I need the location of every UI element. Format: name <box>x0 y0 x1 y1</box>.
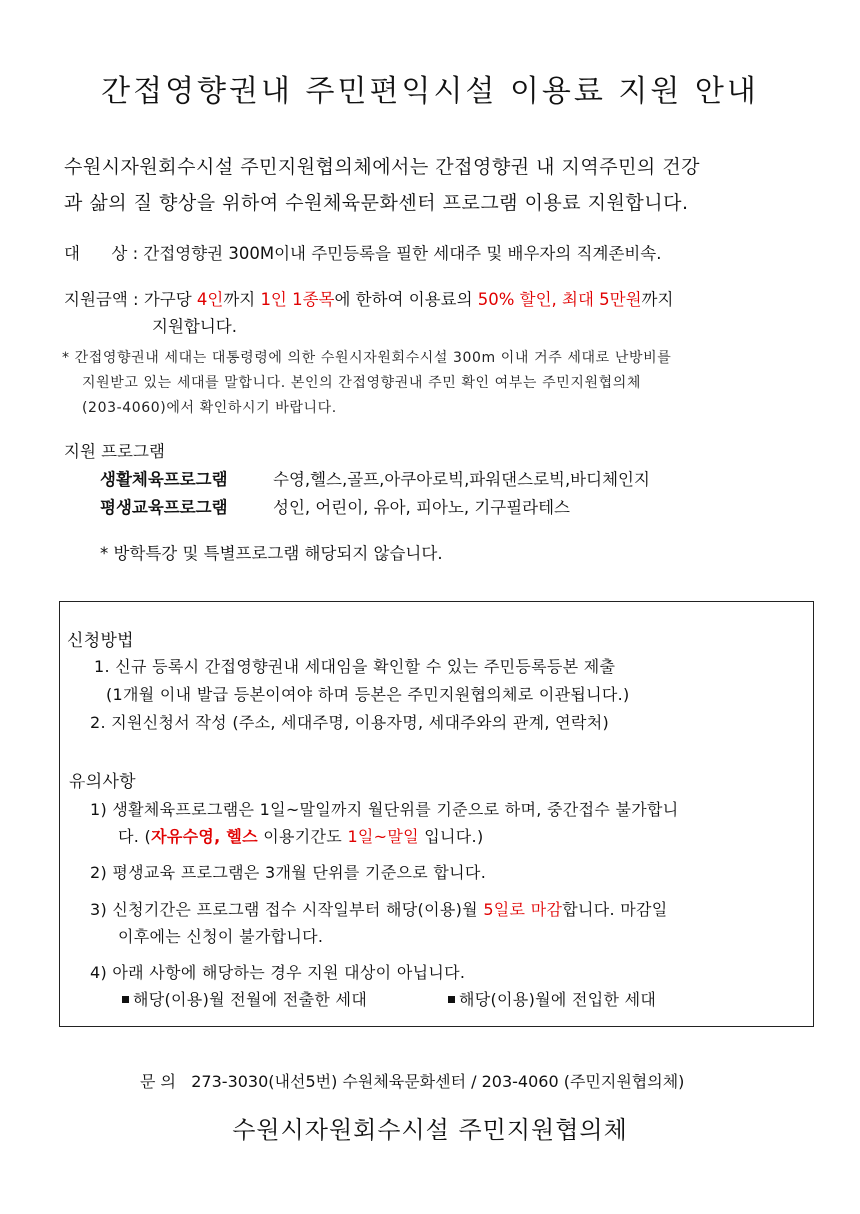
caution-2: 2) 평생교육 프로그램은 3개월 단위를 기준으로 합니다. <box>90 863 487 882</box>
square-bullet-icon <box>122 996 129 1003</box>
caution-4-item-1 <box>122 987 367 1010</box>
caution-1-highlight-facilities: 자유수영, 헬스 <box>151 827 258 846</box>
page-title: 간접영향권내 주민편익시설 이용료 지원 안내 <box>101 74 759 109</box>
amount-text-2: 까지 <box>223 290 261 309</box>
caution-1-line-2 <box>118 824 484 847</box>
apply-step-2: 2. 지원신청서 작성 (주소, 세대주명, 이용자명, 세대주와의 관계, 연락처) <box>90 713 609 732</box>
caution-heading: 유의사항 <box>69 772 136 792</box>
organization-name: 수원시자원회수시설 주민지원협의체 <box>232 1116 628 1144</box>
caution-4-item-2-text: 해당(이용)월에 전입한 세대 <box>459 990 657 1009</box>
note-line-3: (203-4060)에서 확인하시기 바랍니다. <box>82 400 337 416</box>
caution-4: 4) 아래 사항에 해당하는 경우 지원 대상이 아닙니다. <box>90 963 466 982</box>
note-line-1: * 간접영향권내 세대는 대통령령에 의한 수원시자원회수시설 300m 이내 거주 세대로 난방비를 <box>62 350 672 366</box>
square-bullet-icon <box>448 996 455 1003</box>
amount-highlight-program: 1인 1종목 <box>260 290 335 309</box>
caution-3-text-a: 3) 신청기간은 프로그램 접수 시작일부터 해당(이용)월 <box>90 900 484 919</box>
caution-1-text-a: 다. ( <box>118 827 152 846</box>
amount-text-1: 가구당 <box>143 290 197 309</box>
programs-heading: 지원 프로그램 <box>64 442 165 461</box>
apply-heading: 신청방법 <box>67 631 134 651</box>
info-box <box>59 601 814 1027</box>
target-label: 대 상 : <box>64 244 139 263</box>
caution-3-line-1 <box>90 897 668 920</box>
amount-row <box>64 286 673 310</box>
programs-note: * 방학특강 및 특별프로그램 해당되지 않습니다. <box>100 544 443 563</box>
contact-info: 문 의 273-3030(내선5번) 수원체육문화센터 / 203-4060 (주민지원협의체) <box>140 1072 685 1091</box>
caution-1-text-b: 이용기간도 <box>257 827 348 846</box>
amount-highlight-persons: 4인 <box>196 290 224 309</box>
amount-highlight-discount: 50% 할인, 최대 5만원 <box>477 290 642 309</box>
amount-label: 지원금액 : <box>64 290 139 309</box>
caution-4-item-1-text: 해당(이용)월 전월에 전출한 세대 <box>133 990 368 1009</box>
amount-text-4: 까지 <box>641 290 674 309</box>
target-text: 간접영향권 300M이내 주민등록을 필한 세대주 및 배우자의 직계존비속. <box>143 244 662 263</box>
intro-line-2: 과 삶의 질 향상을 위하여 수원체육문화센터 프로그램 이용료 지원합니다. <box>64 192 689 214</box>
amount-line-2: 지원합니다. <box>152 317 237 336</box>
target-row <box>64 240 661 264</box>
note-line-2: 지원받고 있는 세대를 말합니다. 본인의 간접영향권내 주민 확인 여부는 주민지원협의체 <box>82 375 641 391</box>
caution-3-line-2: 이후에는 신청이 불가합니다. <box>118 927 324 946</box>
amount-text-3: 에 한하여 이용료의 <box>334 290 478 309</box>
caution-1-highlight-period: 1일~말일 <box>347 827 419 846</box>
caution-3-text-b: 합니다. 마감일 <box>562 900 668 919</box>
apply-step-1: 1. 신규 등록시 간접영향권내 세대임을 확인할 수 있는 주민등록등본 제출 <box>94 657 616 676</box>
program-name-education: 평생교육프로그램 <box>100 498 228 517</box>
program-desc-sports: 수영,헬스,골프,아쿠아로빅,파워댄스로빅,바디체인지 <box>273 470 650 489</box>
caution-1-text-c: 입니다.) <box>418 827 484 846</box>
caution-1-line-1: 1) 생활체육프로그램은 1일~말일까지 월단위를 기준으로 하며, 중간접수 불가합니 <box>90 800 679 819</box>
caution-4-item-2 <box>448 987 656 1010</box>
caution-3-highlight-deadline: 5일로 마감 <box>483 900 563 919</box>
program-desc-education: 성인, 어린이, 유아, 피아노, 기구필라테스 <box>273 498 570 517</box>
program-name-sports: 생활체육프로그램 <box>100 470 228 489</box>
intro-line-1: 수원시자원회수시설 주민지원협의체에서는 간접영향권 내 지역주민의 건강 <box>64 156 701 178</box>
apply-step-1-detail: (1개월 이내 발급 등본이여야 하며 등본은 주민지원협의체로 이관됩니다.) <box>106 685 630 704</box>
